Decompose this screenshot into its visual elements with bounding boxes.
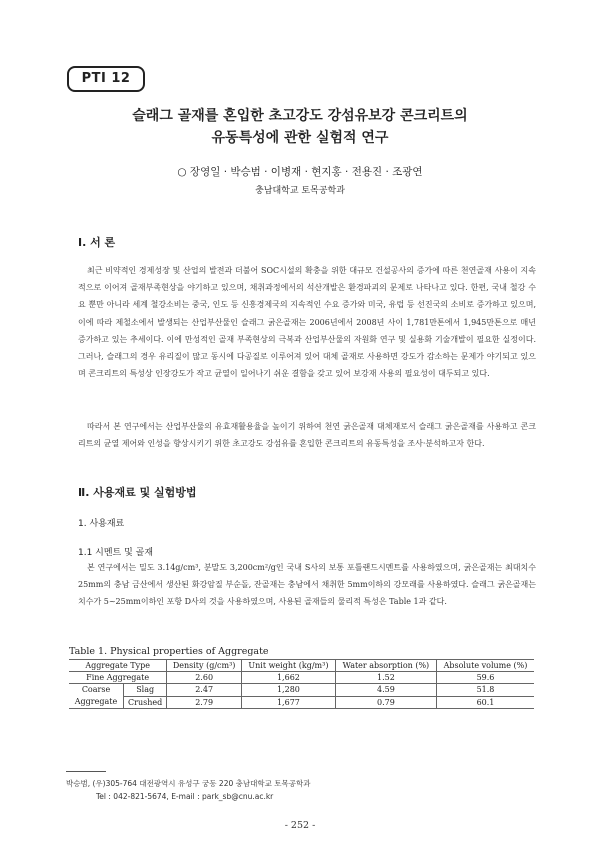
page-number: - 252 - — [284, 820, 316, 831]
paper-title-line-1: 슬래그 골재를 혼입한 초고강도 강섬유보강 콘크리트의 — [132, 108, 468, 124]
subsection-heading-materials: 1. 사용재료 — [78, 519, 125, 529]
aggregate-properties-table — [69, 659, 534, 709]
row-label: Crushed — [124, 696, 167, 709]
row-group-label — [69, 684, 124, 709]
materials-paragraph: 본 연구에서는 밀도 3.14g/cm³, 분말도 3,200cm²/g인 국내 S사의 보통 포틀랜드시멘트를 사용하였으며, 굵은골재는 최대치수 25mm의 충남 금산에서 생산된 화강암질 부순돌, 잔골재는 충남에서 채취한 5mm이하의 강모래를 사용하였다. 슬래그 굵은골재는 치수가 5~25mm이하인 포항 D사의 것을 사용하였으며, 사용된 골재들의 물리적 특성은 Table 1과 같다. — [78, 563, 536, 607]
subsection-heading-cement-aggregate: 1.1 시멘트 및 골재 — [78, 548, 154, 558]
cell-water-absorption: 4.59 — [335, 684, 436, 697]
cell-absolute-volume: 59.6 — [436, 672, 534, 684]
table-row — [69, 696, 534, 709]
table-caption: Table 1. Physical properties of Aggregate — [69, 646, 269, 657]
header-water-absorption: Water absorption (%) — [335, 660, 436, 672]
table-row — [69, 672, 534, 684]
paper-id-badge: PTI 12 — [67, 66, 145, 92]
cell-absolute-volume: 51.8 — [436, 684, 534, 697]
cell-unit-weight: 1,677 — [241, 696, 335, 709]
header-absolute-volume: Absolute volume (%) — [436, 660, 534, 672]
intro-paragraph-1: 최근 비약적인 경제성장 및 산업의 발전과 더불어 SOC시설의 확충을 위한 대규모 건설공사의 증가에 따른 천연골재 사용이 지속적으로 이어져 골재부족현상을 야기하고 있으며, 채취과정에서의 석산개발은 환경파괴의 문제로 나타나고 있다. 한편, 국내 철강 수요 뿐만 아니라 세계 철강소비는 중국, 인도 등 신흥경제국의 지속적인 수요 증가와 미국, 유럽 등 선진국의 소비로 증가하고 있으며, 이에 따라 제철소에서 발생되는 산업부산물인 슬래그 굵은골재는 2006년에서 2008년 사이 1,781만톤에서 1,945만톤으로 매년 증가하고 있는 추세이다. 이에 만성적인 골재 부족현상의 극복과 산업부산물의 자원화 연구 및 실용화 기술개발이 필요한 실정이다. 그러나, 슬래그의 경우 유리질이 많고 동시에 다공질로 이루어져 있어 대체 골재로 사용하면 강도가 감소하는 문제가 야기되고 있으며 콘크리트의 특성상 인장강도가 작고 균열이 일어나기 쉬운 결함을 갖고 있어 보강재 사용의 필요성이 대두되고 있다. — [78, 266, 536, 379]
affiliation: 충남대학교 토목공학과 — [255, 186, 345, 196]
coarse-label: Coarse — [81, 685, 111, 694]
footnote-address: 박승범, (우)305-764 대전광역시 유성구 궁동 220 충남대학교 토목공학과 — [66, 779, 311, 788]
cell-unit-weight: 1,662 — [241, 672, 335, 684]
cell-unit-weight: 1,280 — [241, 684, 335, 697]
cell-density: 2.47 — [167, 684, 242, 697]
paper-title-line-2: 유동특성에 관한 실험적 연구 — [211, 130, 389, 146]
cell-density: 2.79 — [167, 696, 242, 709]
author-list: ○ 장영일 · 박승범 · 이병재 · 현지홍 · 전용진 · 조광연 — [177, 166, 423, 178]
table-header-row — [69, 660, 534, 672]
row-label: Fine Aggregate — [69, 672, 167, 684]
intro-paragraph-2: 따라서 본 연구에서는 산업부산물의 유효재활용율을 높이기 위하여 천연 굵은골재 대체재로서 슬래그 굵은골재를 사용하고 콘크리트의 균열 제어와 인성을 향상시키기 위한 초고강도 강섬유를 혼입한 콘크리트의 유동특성을 조사·분석하고자 한다. — [78, 422, 536, 449]
header-density: Density (g/cm³) — [167, 660, 242, 672]
header-unit-weight: Unit weight (kg/m³) — [241, 660, 335, 672]
aggregate-label: Aggregate — [74, 697, 118, 706]
cell-density: 2.60 — [167, 672, 242, 684]
table-row — [69, 684, 534, 697]
cell-water-absorption: 0.79 — [335, 696, 436, 709]
section-heading-introduction: Ⅰ. 서 론 — [78, 236, 116, 249]
cell-absolute-volume: 60.1 — [436, 696, 534, 709]
header-aggregate-type: Aggregate Type — [69, 660, 167, 672]
section-heading-materials: Ⅱ. 사용재료 및 실험방법 — [78, 486, 197, 499]
cell-water-absorption: 1.52 — [335, 672, 436, 684]
footnote-divider — [66, 771, 106, 772]
row-label: Slag — [124, 684, 167, 697]
footnote-contact: Tel : 042-821-5674, E-mail : park_sb@cnu.ac.kr — [96, 792, 274, 801]
